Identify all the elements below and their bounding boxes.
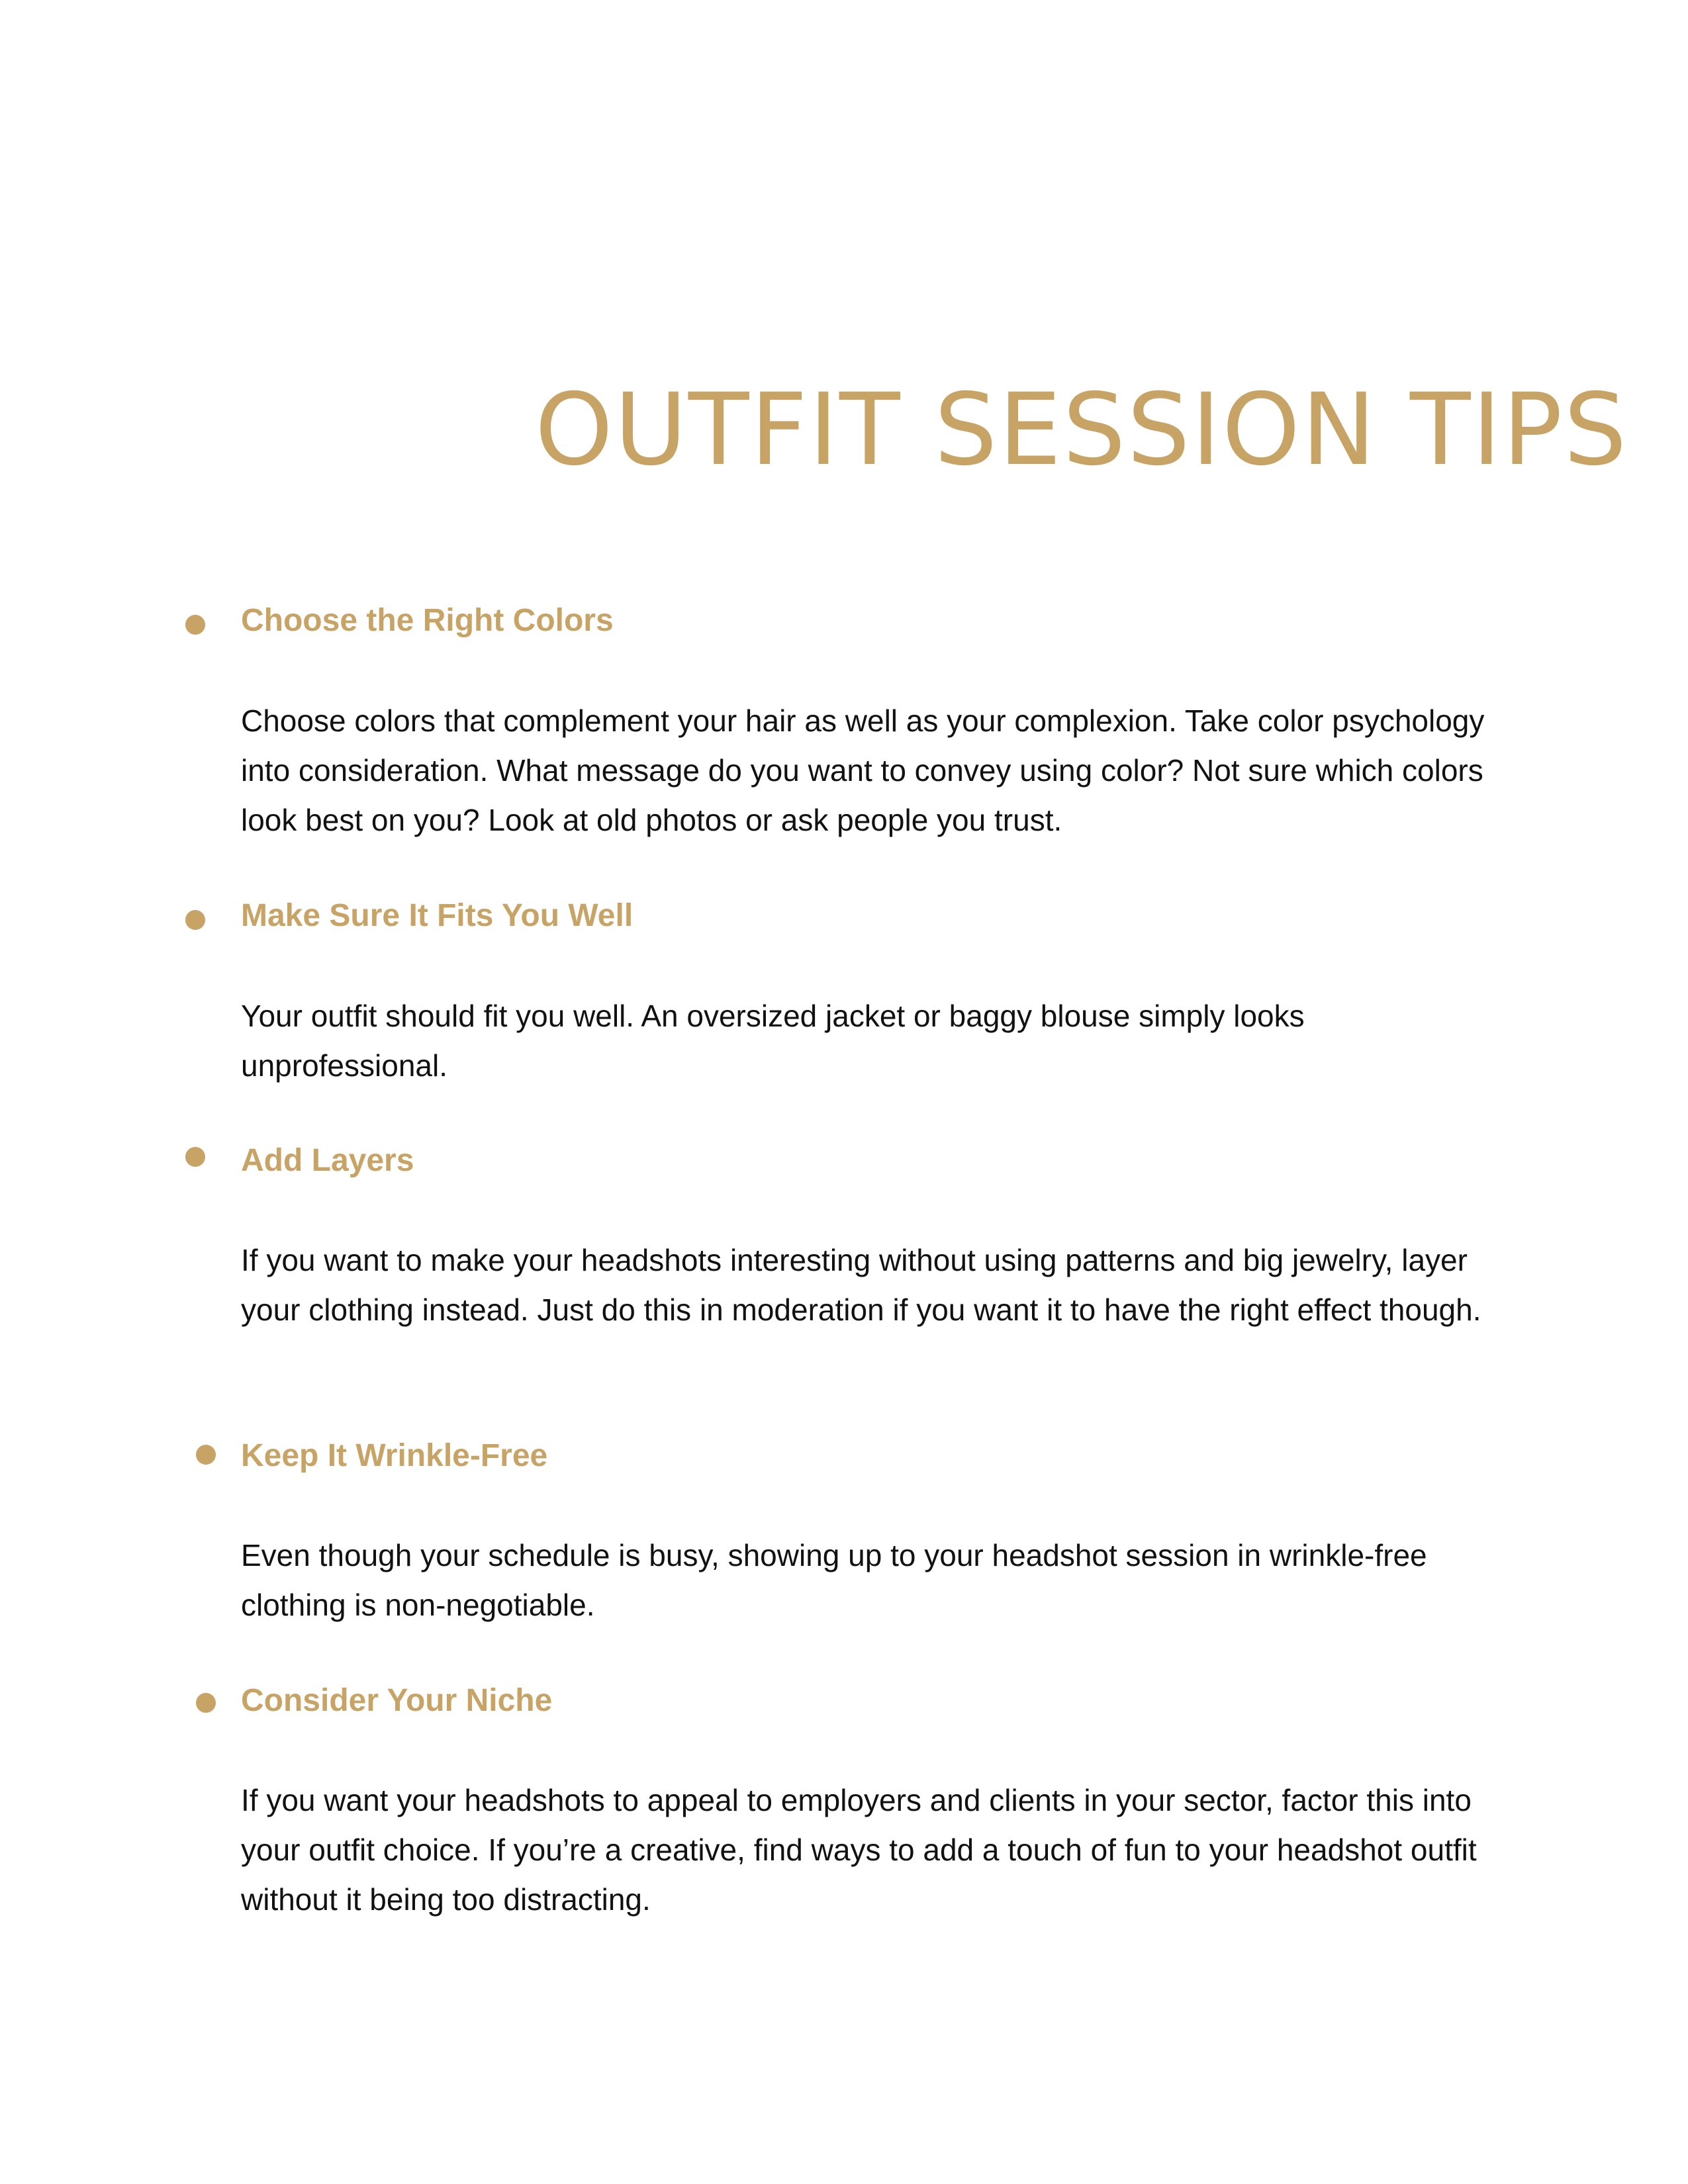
tip-heading-layers: Add Layers [241, 1143, 414, 1178]
page-title: OUTFIT SESSION TIPS [535, 373, 1628, 488]
bullet-icon [196, 1693, 216, 1713]
tip-heading-wrinkle-free: Keep It Wrinkle-Free [241, 1438, 548, 1473]
tip-heading-fit: Make Sure It Fits You Well [241, 898, 633, 933]
tip-body-layers: If you want to make your headshots interesting without using patterns and big jewelry, layer your clothing instead. Just do this in moderation if you want it to have the right effect though. [241, 1243, 1481, 1327]
bullet-icon [185, 1147, 205, 1167]
tip-body-wrinkle-free: Even though your schedule is busy, showing up to your headshot session in wrinkle-free clothing is non-negotiable. [241, 1538, 1427, 1622]
tip-heading-colors: Choose the Right Colors [241, 603, 614, 638]
bullet-icon [185, 910, 205, 930]
bullet-icon [185, 615, 205, 635]
bullet-icon [196, 1445, 216, 1465]
tip-body-niche: If you want your headshots to appeal to employers and clients in your sector, factor this into your outfit choice. If you’re a creative, find ways to add a touch of fun to your headshot outfit without it being too distracting. [241, 1783, 1477, 1917]
tip-body-colors: Choose colors that complement your hair as well as your complexion. Take color psychology into consideration. What message do you want to convey using color? Not sure which colors look best on you? Look at old photos or ask people you trust. [241, 704, 1485, 837]
tip-heading-niche: Consider Your Niche [241, 1683, 553, 1718]
tip-body-fit: Your outfit should fit you well. An oversized jacket or baggy blouse simply looks unprofessional. [241, 999, 1305, 1083]
